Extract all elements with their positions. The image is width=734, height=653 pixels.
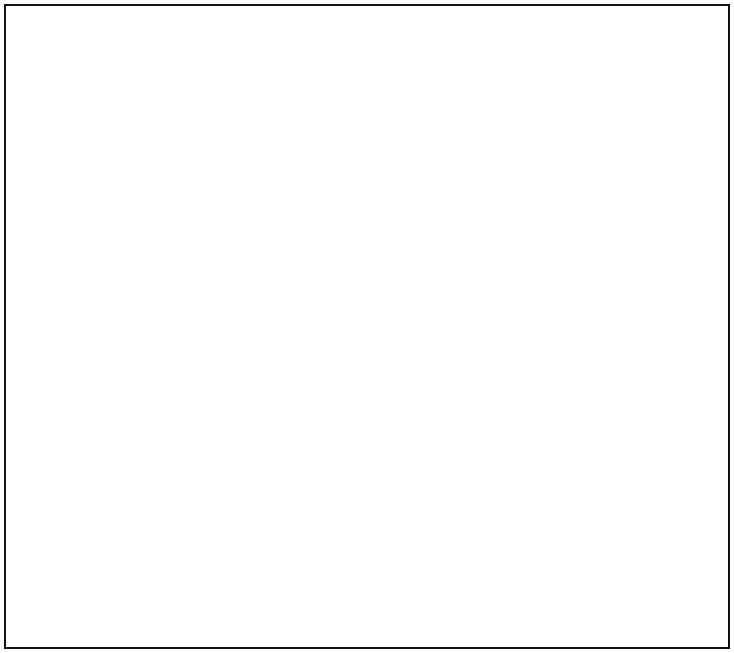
notice-frame: [4, 4, 730, 649]
